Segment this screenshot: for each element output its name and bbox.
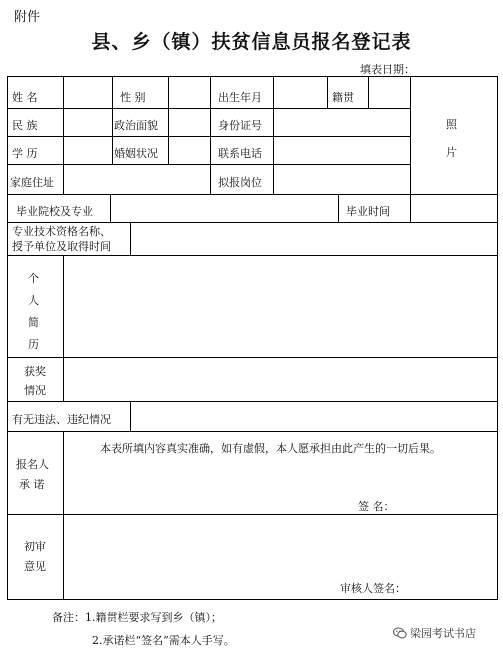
label-gender: 性 别 bbox=[120, 91, 146, 104]
label-commit-1: 报名人 bbox=[16, 458, 49, 471]
label-violations: 有无违法、违纪情况 bbox=[12, 413, 111, 426]
label-school-major: 毕业院校及专业 bbox=[16, 205, 93, 218]
label-resume: 个 人 简 历 bbox=[28, 272, 39, 351]
commitment-text: 本表所填内容真实准确，如有虚假，本人愿承担由此产生的一切后果。 bbox=[100, 442, 441, 455]
label-position: 拟报岗位 bbox=[218, 176, 262, 189]
reviewer-signature-label: 审核人签名： bbox=[340, 582, 406, 595]
label-education: 学 历 bbox=[12, 147, 38, 160]
label-commit-2: 承 诺 bbox=[19, 478, 45, 491]
label-id-number: 身份证号 bbox=[218, 119, 262, 132]
label-ethnicity: 民 族 bbox=[12, 119, 38, 132]
label-review-2: 意见 bbox=[24, 560, 46, 573]
label-native-place: 籍贯 bbox=[332, 91, 354, 104]
note-2: 2.承诺栏“签名”需本人手写。 bbox=[92, 634, 235, 647]
form-title: 县、乡（镇）扶贫信息员报名登记表 bbox=[91, 31, 412, 53]
label-name: 姓 名 bbox=[12, 91, 38, 104]
label-awards-1: 获奖 bbox=[24, 365, 46, 378]
label-birth: 出生年月 bbox=[218, 91, 262, 104]
watermark bbox=[393, 625, 476, 641]
label-awards-2: 情况 bbox=[24, 384, 46, 397]
note-1: 备注：1.籍贯栏要求写到乡（镇）； bbox=[52, 611, 222, 624]
label-phone: 联系电话 bbox=[218, 147, 262, 160]
fill-date-label: 填表日期： bbox=[360, 63, 415, 76]
label-qualification-1: 专业技术资格名称、 bbox=[12, 225, 111, 238]
label-review-1: 初审 bbox=[24, 540, 46, 553]
watermark-text: 梁园考试书店 bbox=[410, 627, 476, 640]
label-photo: 照 片 bbox=[446, 118, 457, 159]
label-address: 家庭住址 bbox=[10, 176, 54, 189]
label-political: 政治面貌 bbox=[114, 119, 158, 132]
wechat-icon bbox=[393, 627, 407, 639]
signature-label: 签 名： bbox=[358, 500, 395, 513]
label-qualification-2: 授予单位及取得时间 bbox=[12, 240, 111, 253]
label-marital: 婚姻状况 bbox=[114, 147, 158, 160]
label-grad-time: 毕业时间 bbox=[346, 205, 390, 218]
attachment-label: 附件 bbox=[14, 10, 41, 25]
